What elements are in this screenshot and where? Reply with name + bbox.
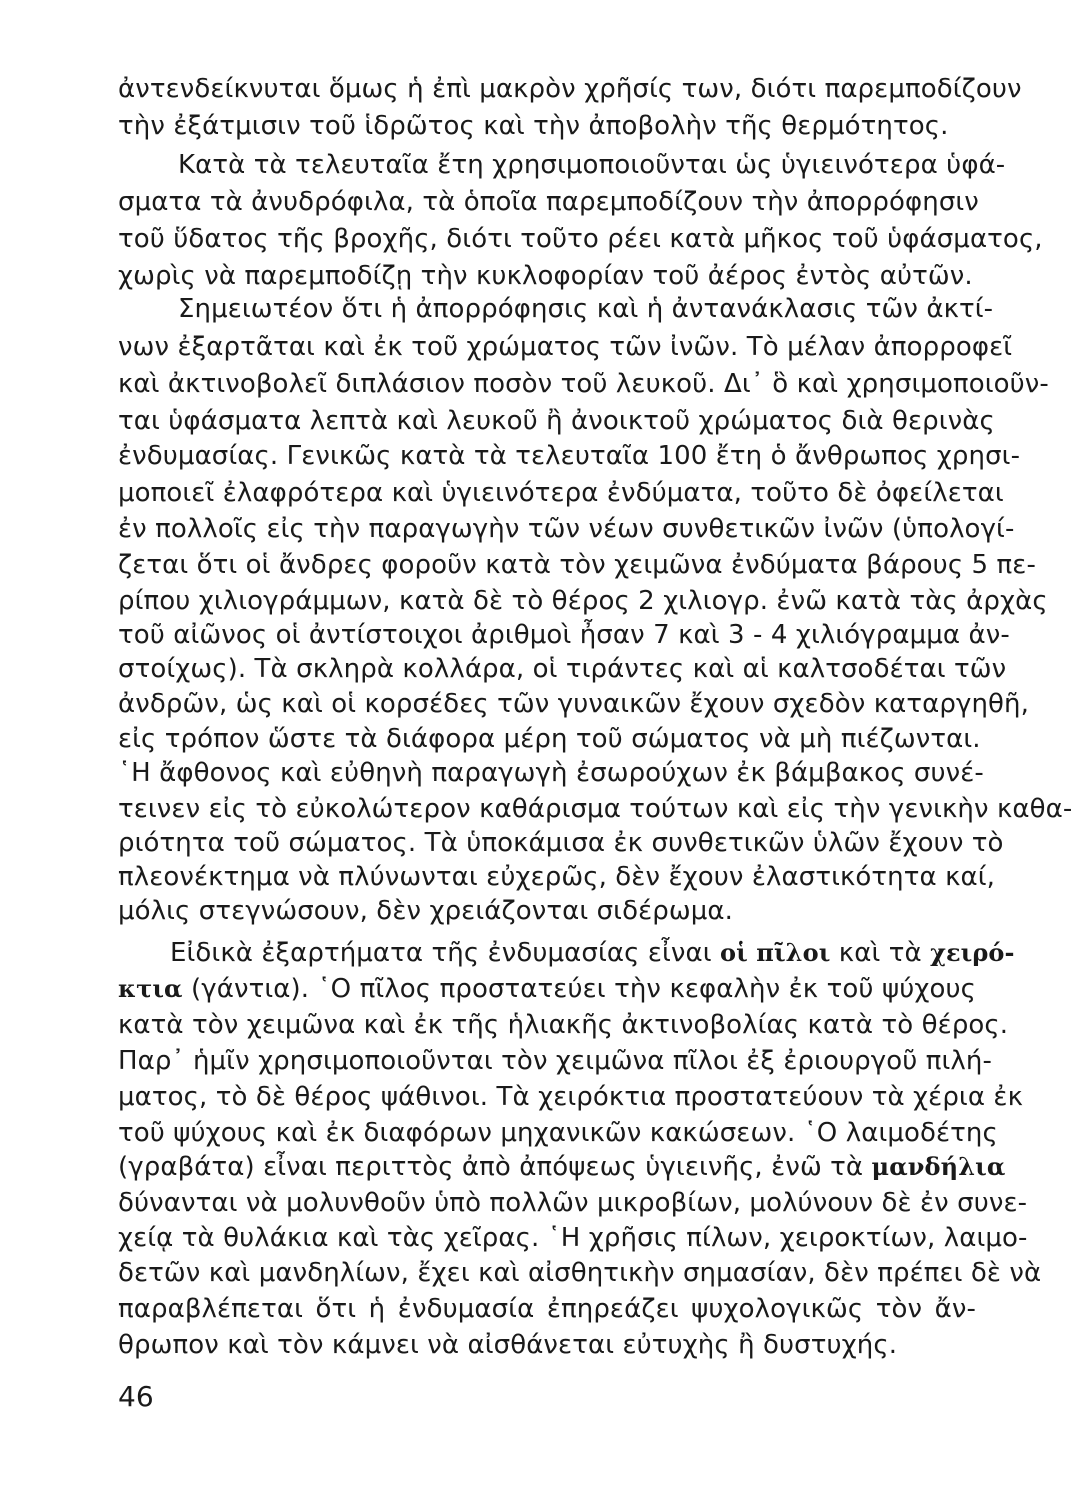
text-line: τοῦ ὕδατος τῆς βροχῆς, διότι τοῦτο ρέει κατὰ μῆκος τοῦ ὑφάσματος, [118, 224, 1043, 254]
text-line: πλεονέκτημα νὰ πλύνωνται εὐχερῶς, δὲν ἔχουν ἐλαστικότητα καί, [118, 862, 996, 892]
text-line: ἀντενδείκνυται ὅμως ἡ ἐπὶ μακρὸν χρῆσίς των, διότι παρεμποδίζουν [118, 74, 1022, 104]
text-line: θρωπον καὶ τὸν κάμνει νὰ αἰσθάνεται εὐτυχὴς ἢ δυστυχής. [118, 1330, 898, 1360]
text-line: τεινεν εἰς τὸ εὐκολώτερον καθάρισμα τούτων καὶ εἰς τὴν γενικὴν καθα- [118, 794, 1073, 824]
text-line [118, 1150, 1006, 1184]
text-line: χωρὶς νὰ παρεμποδίζῃ τὴν κυκλοφορίαν τοῦ ἀέρος ἐντὸς αὐτῶν. [118, 261, 973, 291]
text-span: Εἰδικὰ ἐξαρτήματα τῆς ἐνδυμασίας εἶναι [170, 938, 721, 968]
text-line: ζεται ὅτι οἱ ἄνδρες φοροῦν κατὰ τὸν χειμῶνα ἐνδύματα βάρους 5 πε- [118, 550, 1036, 580]
text-line: ῾Η ἄφθονος καὶ εὐθηνὴ παραγωγὴ ἐσωρούχων ἐκ βάμβακος συνέ- [118, 758, 984, 788]
text-line: ἐνδυμασίας. Γενικῶς κατὰ τὰ τελευταῖα 100 ἔτη ὁ ἄνθρωπος χρησι- [118, 441, 1021, 471]
text-span: (γάντια). ῾Ο πῖλος προστατεύει τὴν κεφαλὴν ἐκ τοῦ ψύχους [182, 974, 976, 1004]
text-span: (γραβάτα) εἶναι περιττὸς ἀπὸ ἀπόψεως ὑγιεινῆς, ἐνῶ τὰ [118, 1152, 872, 1182]
text-line: τὴν ἐξάτμισιν τοῦ ἱδρῶτος καὶ τὴν ἀποβολὴν τῆς θερμότητος. [118, 111, 949, 141]
text-line: παραβλέπεται ὅτι ἡ ἐνδυμασία ἐπηρεάζει ψυχολογικῶς τὸν ἄν- [118, 1294, 976, 1324]
text-line: χείᾳ τὰ θυλάκια καὶ τὰς χεῖρας. ῾Η χρῆσις πίλων, χειροκτίων, λαιμο- [118, 1223, 1028, 1253]
text-line: δύνανται νὰ μολυνθοῦν ὑπὸ πολλῶν μικροβίων, μολύνουν δὲ ἐν συνε- [118, 1188, 1028, 1218]
text-line: τοῦ αἰῶνος οἱ ἀντίστοιχοι ἀριθμοὶ ἦσαν 7 καὶ 3 - 4 χιλιόγραμμα ἀν- [118, 620, 1010, 650]
text-line: ται ὑφάσματα λεπτὰ καὶ λευκοῦ ἢ ἀνοικτοῦ χρώματος διὰ θερινὰς [118, 406, 995, 436]
text-line: καὶ ἀκτινοβολεῖ διπλάσιον ποσὸν τοῦ λευκοῦ. Δι᾿ ὃ καὶ χρησιμοποιοῦν- [118, 369, 1049, 399]
text-line: εἰς τρόπον ὥστε τὰ διάφορα μέρη τοῦ σώματος νὰ μὴ πιέζωνται. [118, 724, 981, 754]
text-line: Σημειωτέον ὅτι ἡ ἀπορρόφησις καὶ ἡ ἀντανάκλασις τῶν ἀκτί- [178, 294, 994, 324]
bold-term: μανδήλια [871, 1152, 1006, 1181]
text-line: στοίχως). Τὰ σκληρὰ κολλάρα, οἱ τιράντες καὶ αἱ καλτσοδέται τῶν [118, 654, 1007, 684]
text-line: ριότητα τοῦ σώματος. Τὰ ὑποκάμισα ἐκ συνθετικῶν ὑλῶν ἔχουν τὸ [118, 828, 1004, 858]
text-line: Κατὰ τὰ τελευταῖα ἔτη χρησιμοποιοῦνται ὡς ὑγιεινότερα ὑφά- [178, 150, 1006, 180]
bold-term: κτια [118, 974, 183, 1003]
bold-term: χειρό- [930, 938, 1015, 967]
text-line: μόλις στεγνώσουν, δὲν χρειάζονται σιδέρωμα. [118, 896, 733, 926]
text-line: ρίπου χιλιογράμμων, κατὰ δὲ τὸ θέρος 2 χιλιογρ. ἐνῶ κατὰ τὰς ἀρχὰς [118, 586, 1048, 616]
text-span: καὶ τὰ [830, 938, 931, 968]
text-line: Παρ᾿ ἡμῖν χρησιμοποιοῦνται τὸν χειμῶνα πῖλοι ἐξ ἐριουργοῦ πιλή- [118, 1046, 992, 1076]
text-line: ἐν πολλοῖς εἰς τὴν παραγωγὴν τῶν νέων συνθετικῶν ἰνῶν (ὑπολογί- [118, 514, 1015, 544]
text-line: κατὰ τὸν χειμῶνα καὶ ἐκ τῆς ἡλιακῆς ἀκτινοβολίας κατὰ τὸ θέρος. [118, 1010, 1009, 1040]
text-line: τοῦ ψύχους καὶ ἐκ διαφόρων μηχανικῶν κακώσεων. ῾Ο λαιμοδέτης [118, 1118, 998, 1148]
bold-term: οἱ πῖλοι [720, 938, 831, 967]
page-number: 46 [118, 1380, 154, 1413]
text-line: ματος, τὸ δὲ θέρος ψάθινοι. Τὰ χειρόκτια προστατεύουν τὰ χέρια ἐκ [118, 1082, 1024, 1112]
text-line: μοποιεῖ ἐλαφρότερα καὶ ὑγιεινότερα ἐνδύματα, τοῦτο δὲ ὀφείλεται [118, 478, 1004, 508]
text-line: ἀνδρῶν, ὡς καὶ οἱ κορσέδες τῶν γυναικῶν ἔχουν σχεδὸν καταργηθῆ, [118, 689, 1029, 719]
text-line: σματα τὰ ἀνυδρόφιλα, τὰ ὁποῖα παρεμποδίζουν τὴν ἀπορρόφησιν [118, 187, 979, 217]
text-line [170, 936, 1015, 970]
text-line: δετῶν καὶ μανδηλίων, ἔχει καὶ αἰσθητικὴν σημασίαν, δὲν πρέπει δὲ νὰ [118, 1258, 1042, 1288]
text-line: νων ἐξαρτᾶται καὶ ἐκ τοῦ χρώματος τῶν ἰνῶν. Τὸ μέλαν ἀπορροφεῖ [118, 332, 1013, 362]
text-line [118, 972, 976, 1006]
